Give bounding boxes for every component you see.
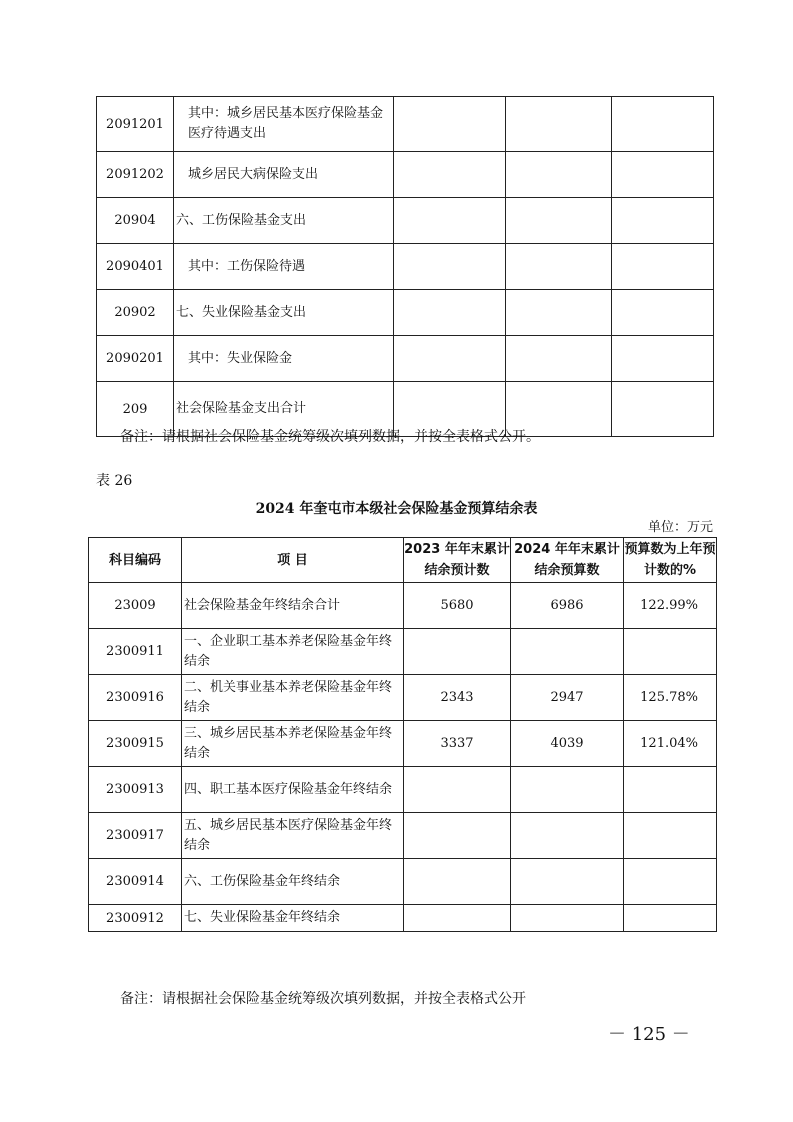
empty-cell — [506, 152, 612, 198]
table1-note: 备注：请根据社会保险基金统筹级次填列数据，并按全表格式公开。 — [120, 429, 540, 445]
row-item: 社会保险基金年终结余合计 — [182, 583, 404, 629]
row-item: 城乡居民大病保险支出 — [174, 152, 394, 198]
table-row — [89, 905, 717, 932]
value-2024 — [511, 813, 624, 859]
row-item: 其中：工伤保险待遇 — [174, 244, 394, 290]
value-2023: 3337 — [404, 721, 511, 767]
value-2023 — [404, 629, 511, 675]
value-pct: 122.99% — [624, 583, 717, 629]
value-2024 — [511, 905, 624, 932]
empty-cell — [506, 97, 612, 152]
row-item: 四、职工基本医疗保险基金年终结余 — [182, 767, 404, 813]
row-code: 2090401 — [97, 244, 174, 290]
row-code: 2300915 — [89, 721, 182, 767]
empty-cell — [394, 152, 506, 198]
value-2023: 2343 — [404, 675, 511, 721]
empty-cell — [612, 97, 714, 152]
value-pct — [624, 859, 717, 905]
table2-note: 备注：请根据社会保险基金统筹级次填列数据，并按全表格式公开 — [120, 991, 526, 1007]
value-2023 — [404, 813, 511, 859]
empty-cell — [506, 198, 612, 244]
header-pct: 预算数为上年预计数的% — [624, 538, 717, 583]
table-row — [89, 721, 717, 767]
row-item: 六、工伤保险基金支出 — [174, 198, 394, 244]
empty-cell — [506, 244, 612, 290]
balance-table — [88, 537, 717, 932]
value-pct — [624, 767, 717, 813]
header-item: 项 目 — [182, 538, 404, 583]
row-item: 一、企业职工基本养老保险基金年终结余 — [182, 629, 404, 675]
empty-cell — [394, 244, 506, 290]
table-row — [97, 336, 714, 382]
empty-cell — [612, 152, 714, 198]
table-title: 2024 年奎屯市本级社会保险基金预算结余表 — [255, 501, 538, 517]
unit-label: 单位：万元 — [647, 520, 713, 535]
value-2024 — [511, 629, 624, 675]
page-number: － 125 － — [608, 1024, 690, 1045]
table-row — [89, 583, 717, 629]
row-item: 其中：失业保险金 — [174, 336, 394, 382]
value-pct — [624, 629, 717, 675]
empty-cell — [394, 290, 506, 336]
row-item: 五、城乡居民基本医疗保险基金年终结余 — [182, 813, 404, 859]
header-2024: 2024 年年末累计结余预算数 — [511, 538, 624, 583]
row-code: 2300911 — [89, 629, 182, 675]
row-code: 23009 — [89, 583, 182, 629]
expenditure-table — [96, 96, 714, 437]
row-item: 三、城乡居民基本养老保险基金年终结余 — [182, 721, 404, 767]
row-code: 2300914 — [89, 859, 182, 905]
value-2024 — [511, 859, 624, 905]
row-code: 2300916 — [89, 675, 182, 721]
table-row — [89, 859, 717, 905]
empty-cell — [506, 290, 612, 336]
table-row — [97, 244, 714, 290]
table-row — [89, 675, 717, 721]
table-row — [97, 290, 714, 336]
value-pct: 125.78% — [624, 675, 717, 721]
table-label: 表 26 — [96, 473, 133, 489]
row-code: 2091201 — [97, 97, 174, 152]
value-2024: 6986 — [511, 583, 624, 629]
table-row — [97, 152, 714, 198]
value-2023 — [404, 859, 511, 905]
row-code: 2090201 — [97, 336, 174, 382]
value-2024: 2947 — [511, 675, 624, 721]
empty-cell — [394, 336, 506, 382]
empty-cell — [612, 198, 714, 244]
empty-cell — [506, 336, 612, 382]
row-item: 七、失业保险基金年终结余 — [182, 905, 404, 932]
row-code: 2091202 — [97, 152, 174, 198]
empty-cell — [394, 97, 506, 152]
row-code: 20904 — [97, 198, 174, 244]
row-item: 六、工伤保险基金年终结余 — [182, 859, 404, 905]
value-2024 — [511, 767, 624, 813]
value-2024: 4039 — [511, 721, 624, 767]
value-2023 — [404, 767, 511, 813]
row-code: 209 — [97, 382, 174, 437]
header-2023: 2023 年年末累计结余预计数 — [404, 538, 511, 583]
row-code: 2300913 — [89, 767, 182, 813]
empty-cell — [612, 244, 714, 290]
empty-cell — [612, 382, 714, 437]
table-row — [89, 813, 717, 859]
row-item: 二、机关事业基本养老保险基金年终结余 — [182, 675, 404, 721]
empty-cell — [612, 290, 714, 336]
value-pct: 121.04% — [624, 721, 717, 767]
row-item: 七、失业保险基金支出 — [174, 290, 394, 336]
value-pct — [624, 905, 717, 932]
row-item: 其中：城乡居民基本医疗保险基金医疗待遇支出 — [174, 97, 394, 152]
row-code: 2300912 — [89, 905, 182, 932]
header-code: 科目编码 — [89, 538, 182, 583]
row-item: 社会保险基金支出合计 — [174, 382, 394, 437]
empty-cell — [394, 198, 506, 244]
row-code: 2300917 — [89, 813, 182, 859]
table-row — [89, 629, 717, 675]
table-row — [97, 97, 714, 152]
header-row — [89, 538, 717, 583]
value-pct — [624, 813, 717, 859]
value-2023 — [404, 905, 511, 932]
table-row — [89, 767, 717, 813]
empty-cell — [612, 336, 714, 382]
value-2023: 5680 — [404, 583, 511, 629]
row-code: 20902 — [97, 290, 174, 336]
table-row — [97, 198, 714, 244]
